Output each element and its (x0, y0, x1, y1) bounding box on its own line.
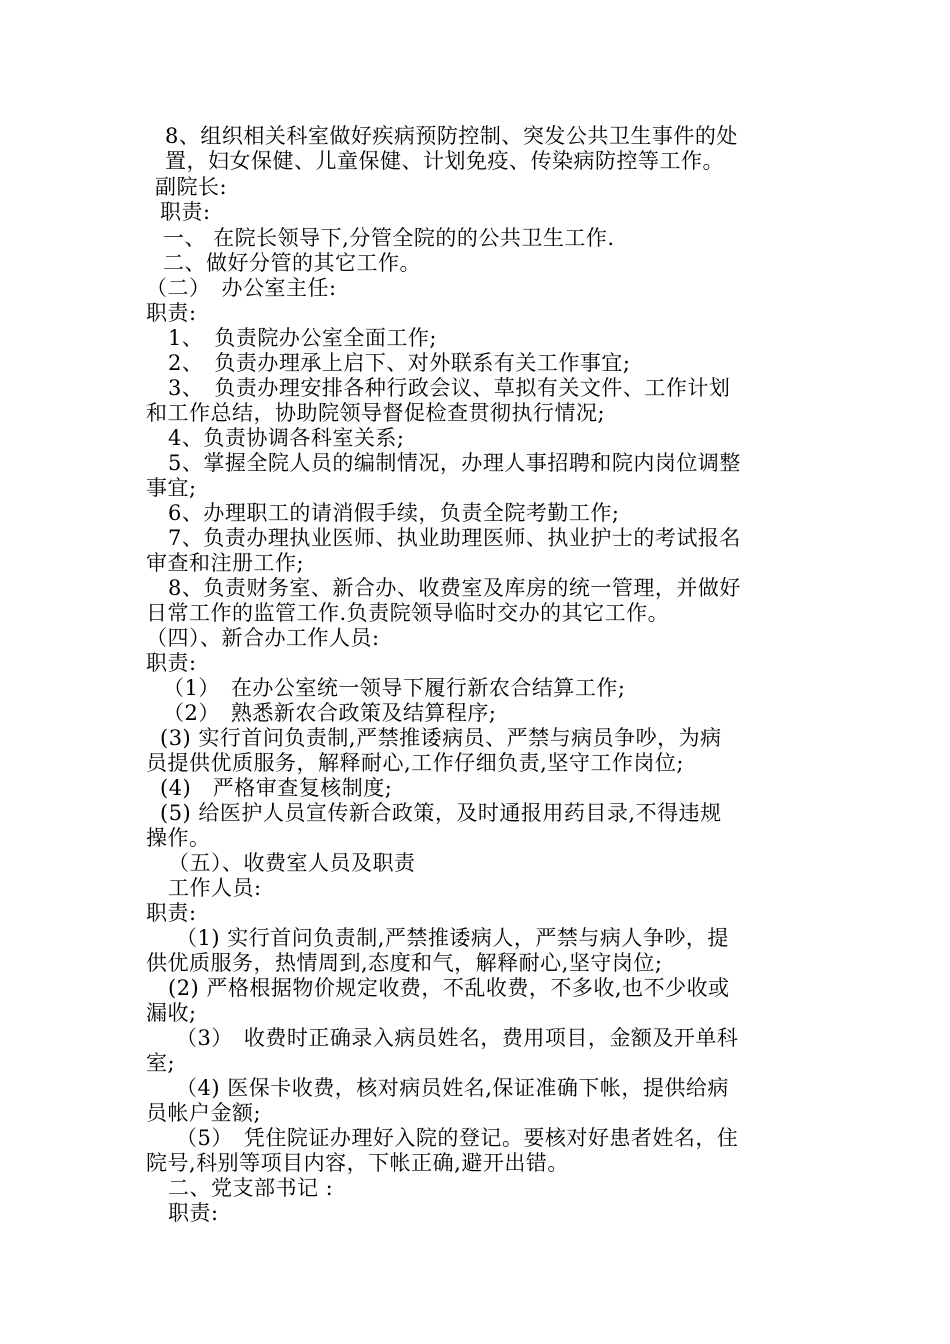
text-line: 和工作总结，协助院领导督促检查贯彻执行情况; (146, 401, 606, 425)
text-line: 职责: (146, 651, 197, 675)
text-line: 事宜; (146, 476, 197, 500)
text-line: (3) 实行首问负责制,严禁推诿病员、严禁与病员争吵，为病 (160, 726, 722, 750)
text-line: 职责: (160, 200, 211, 224)
text-line: （2） 熟悉新农合政策及结算程序; (163, 701, 497, 725)
text-line: 供优质服务，热情周到,态度和气，解释耐心,坚守岗位; (146, 951, 663, 975)
text-line: (4) 严格审查复核制度; (160, 776, 393, 800)
text-line: 8、组织相关科室做好疾病预防控制、突发公共卫生事件的处 (165, 124, 738, 148)
text-line: 漏收; (146, 1001, 197, 1025)
text-line: （3） 收费时正确录入病员姓名，费用项目，金额及开单科 (176, 1026, 739, 1050)
text-line: 一、 在院长领导下,分管全院的的公共卫生工作. (163, 226, 615, 250)
text-line: 职责: (168, 1201, 219, 1225)
text-line: 副院长: (155, 175, 228, 199)
text-line: 5、掌握全院人员的编制情况，办理人事招聘和院内岗位调整 (168, 451, 741, 475)
text-line: 8、负责财务室、新合办、收费室及库房的统一管理，并做好 (168, 576, 741, 600)
text-line: 日常工作的监管工作.负责院领导临时交办的其它工作。 (146, 601, 670, 625)
text-line: 员帐户金额; (146, 1101, 262, 1125)
text-line: (2) 严格根据物价规定收费，不乱收费，不多收,也不少收或 (168, 976, 730, 1000)
text-line: 审查和注册工作; (146, 551, 305, 575)
text-line: 职责: (146, 301, 197, 325)
text-line: 员提供优质服务，解释耐心,工作仔细负责,坚守工作岗位; (146, 751, 684, 775)
text-line: 工作人员: (168, 876, 262, 900)
text-line: 2、 负责办理承上启下、对外联系有关工作事宜; (168, 351, 631, 375)
section-heading: （五）、收费室人员及职责 (168, 851, 416, 875)
section-heading: （四）、新合办工作人员: (146, 626, 380, 650)
text-line: （5） 凭住院证办理好入院的登记。要核对好患者姓名，住 (176, 1126, 739, 1150)
text-line: 置，妇女保健、儿童保健、计划免疫、传染病防控等工作。 (165, 149, 724, 173)
text-line: 1、 负责院办公室全面工作; (168, 326, 437, 350)
text-line: 院号,科别等项目内容，下帐正确,避开出错。 (146, 1151, 569, 1175)
text-line: 6、办理职工的请消假手续，负责全院考勤工作; (168, 501, 620, 525)
text-line: 3、 负责办理安排各种行政会议、草拟有关文件、工作计划 (168, 376, 731, 400)
text-line: 4、负责协调各科室关系; (168, 426, 405, 450)
text-line: (5) 给医护人员宣传新合政策，及时通报用药目录,不得违规 (160, 801, 722, 825)
text-line: 职责: (146, 901, 197, 925)
text-line: 操作。 (146, 826, 211, 850)
text-line: 室; (146, 1051, 176, 1075)
section-heading: （二） 办公室主任: (146, 276, 337, 300)
text-line: 7、负责办理执业医师、执业助理医师、执业护士的考试报名 (168, 526, 741, 550)
section-heading: 二、党支部书记 : (168, 1176, 334, 1200)
text-line: （1） 在办公室统一领导下履行新农合结算工作; (163, 676, 626, 700)
text-line: （4) 医保卡收费，核对病员姓名,保证准确下帐，提供给病 (176, 1076, 729, 1100)
text-line: 二、做好分管的其它工作。 (163, 251, 421, 275)
text-line: （1) 实行首问负责制,严禁推诿病人，严禁与病人争吵，提 (176, 926, 729, 950)
